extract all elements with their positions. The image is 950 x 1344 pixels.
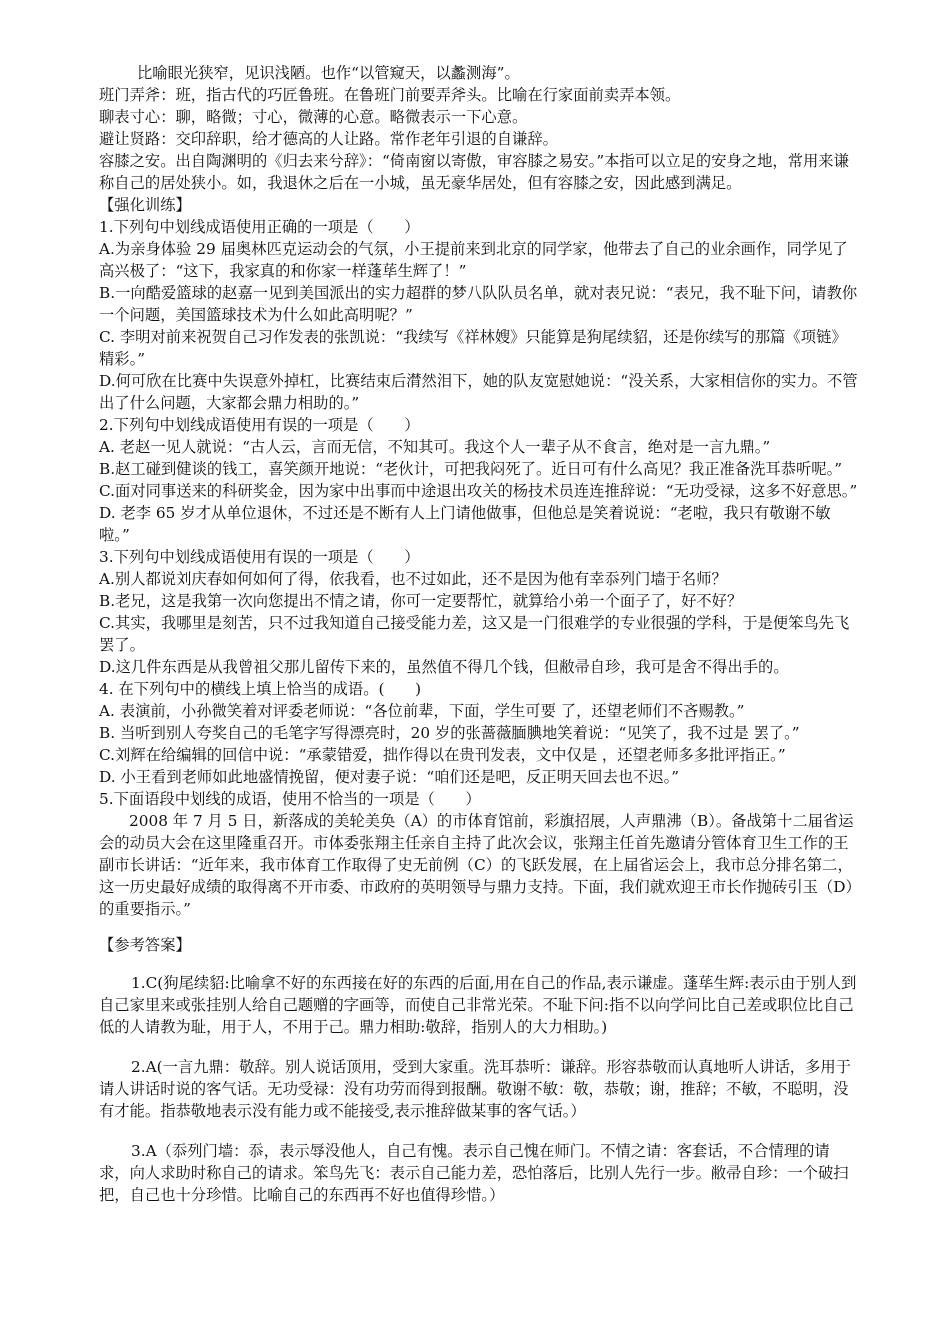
question-option: D.这几件东西是从我曾祖父那儿留传下来的，虽然值不得几个钱，但敝帚自珍，我可是舍不得出手的。 — [99, 658, 789, 676]
question-option: C.其实，我哪里是刻苦，只不过我知道自己接受能力差，这又是一门很难学的专业很强的学科，于是便笨鸟先飞罢了。 — [99, 614, 850, 654]
question-option: A. 老赵一见人就说：“古人云，言而无信，不知其可。我这个人一辈子从不食言，绝对是一言九鼎。” — [99, 438, 771, 456]
question-option: B. 当听到别人夸奖自己的毛笔字写得漂亮时，20 岁的张蔷薇腼腆地笑着说：“见笑了，我不过是 罢了。” — [99, 724, 800, 742]
question-option: B.赵工碰到健谈的钱工，喜笑颜开地说：“老伙计，可把我闷死了。近日可有什么高见？我正准备洗耳恭听呢。” — [99, 460, 843, 478]
answer-item: 1.C(狗尾续貂:比喻拿不好的东西接在好的东西的后面,用在自己的作品,表示谦虚。蓬荜生辉:表示由于别人到自己家里来或张挂别人给自己题赠的字画等，而使自己非常光荣。不耻下问:指不以向学问比自己差或职位比自己低的人请教为耻，用于人，不用于己。鼎力相助:敬辞，指别人的大力相助。) — [99, 974, 857, 1036]
question-option: A. 表演前，小孙微笑着对评委老师说：“各位前辈，下面，学生可要 了，还望老师们不吝赐教。” — [99, 702, 745, 720]
question-option: B.一向酷爱篮球的赵嘉一见到美国派出的实力超群的梦八队队员名单，就对表兄说：“表兄，我不耻下问，请教你一个问题，美国篮球技术为什么如此高明呢？” — [99, 284, 858, 324]
question-option: C.面对同事送来的科研奖金，因为家中出事而中途退出攻关的杨技术员连连推辞说：“无功受禄，这多不好意思。” — [99, 482, 858, 500]
spacer — [99, 1038, 858, 1056]
spacer — [99, 920, 858, 934]
question-option: B.老兄，这是我第一次向您提出不情之请，你可一定要帮忙，就算给小弟一个面子了，好不好？ — [99, 592, 743, 610]
answers-heading: 【参考答案】 — [99, 936, 191, 954]
glossary-entry: 比喻眼光狭窄，见识浅陋。也作“以管窥天，以蠡测海”。 — [137, 64, 520, 82]
question-passage: 2008 年 7 月 5 日，新落成的美轮美奂（A）的市体育馆前，彩旗招展，人声鼎沸（B）。备战第十二届省运会的动员大会在这里隆重召开。市体委张翔主任亲自主持了此次会议，张翔主任首先邀请分管体育卫生工作的王副市长讲话：“近年来，我市体育工作取得了史无前例（C）的飞跃发展，在上届省运会上，我市总分排名第二，这一历史最好成绩的取得离不开市委、市政府的英明领导与鼎力支持。下面，我们就欢迎王市长作抛砖引玉（D）的重要指示。” — [99, 812, 854, 918]
question-stem: 4. 在下列句中的横线上填上恰当的成语。( ) — [99, 680, 422, 698]
glossary-entry: 避让贤路：交印辞职，给才德高的人让路。常作老年引退的自谦辞。 — [99, 130, 558, 148]
question-stem: 5.下面语段中划线的成语，使用不恰当的一项是（ ） — [99, 790, 481, 808]
glossary-entry: 容膝之安。出自陶渊明的《归去来兮辞》：“倚南窗以寄傲，审容膝之易安。”本指可以立足的安身之地，常用来谦称自己的居处狭小。如，我退休之后在一小城，虽无豪华居处，但有容膝之安，因此感到满足。 — [99, 152, 849, 192]
question-option: D.何可欣在比赛中失误意外掉杠，比赛结束后潸然泪下，她的队友宽慰她说：“没关系，大家相信你的实力。不管出了什么问题，大家都会鼎力相助的。” — [99, 372, 858, 412]
question-option: C. 李明对前来祝贺自己习作发表的张凯说：“我续写《祥林嫂》只能算是狗尾续貂，还是你续写的那篇《项链》精彩。” — [99, 328, 847, 368]
answer-item: 3.A（忝列门墙：忝，表示辱没他人，自己有愧。表示自己愧在师门。不情之请：客套话，不合情理的请求，向人求助时称自己的请求。笨鸟先飞：表示自己能力差，恐怕落后，比别人先行一步。敝帚自珍：一个破扫把，自己也十分珍惜。比喻自己的东西再不好也值得珍惜。） — [99, 1142, 849, 1204]
question-option: D. 小王看到老师如此地盛情挽留，便对妻子说：“咱们还是吧，反正明天回去也不迟。” — [99, 768, 680, 786]
question-stem: 1.下列句中划线成语使用正确的一项是（ ） — [99, 218, 420, 236]
answer-item: 2.A(一言九鼎：敬辞。别人说话顶用，受到大家重。洗耳恭听：谦辞。形容恭敬而认真地听人讲话，多用于请人讲话时说的客气话。无功受禄：没有功劳而得到报酬。敬谢不敏：敬，恭敬；谢，推辞；不敏，不聪明，没有才能。指恭敬地表示没有能力或不能接受,表示推辞做某事的客气话。） — [99, 1058, 851, 1120]
question-option: D. 老李 65 岁才从单位退休，不过还是不断有人上门请他做事，但他总是笑着说说：“老啦，我只有敬谢不敏啦。” — [99, 504, 831, 544]
question-stem: 3.下列句中划线成语使用有误的一项是（ ） — [99, 548, 420, 566]
glossary-entry: 班门弄斧：班，指古代的巧匠鲁班。在鲁班门前要弄斧头。比喻在行家面前卖弄本领。 — [99, 86, 681, 104]
glossary-entry: 聊表寸心：聊，略微；寸心，微薄的心意。略微表示一下心意。 — [99, 108, 528, 126]
question-option: C.刘辉在给编辑的回信中说：“承蒙错爱，拙作得以在贵刊发表，文中仅是 ，还望老师多多批评指正。” — [99, 746, 786, 764]
spacer — [99, 1122, 858, 1140]
question-option: A.为亲身体验 29 届奥林匹克运动会的气氛，小王提前来到北京的同学家，他带去了自己的业余画作，同学见了高兴极了：“这下，我家真的和你家一样蓬荜生辉了！” — [99, 240, 848, 280]
training-heading: 【强化训练】 — [99, 196, 191, 214]
spacer — [99, 956, 858, 972]
question-option: A.别人都说刘庆春如何如何了得，依我看，也不过如此，还不是因为他有幸忝列门墙于名师？ — [99, 570, 727, 588]
question-stem: 2.下列句中划线成语使用有误的一项是（ ） — [99, 416, 420, 434]
